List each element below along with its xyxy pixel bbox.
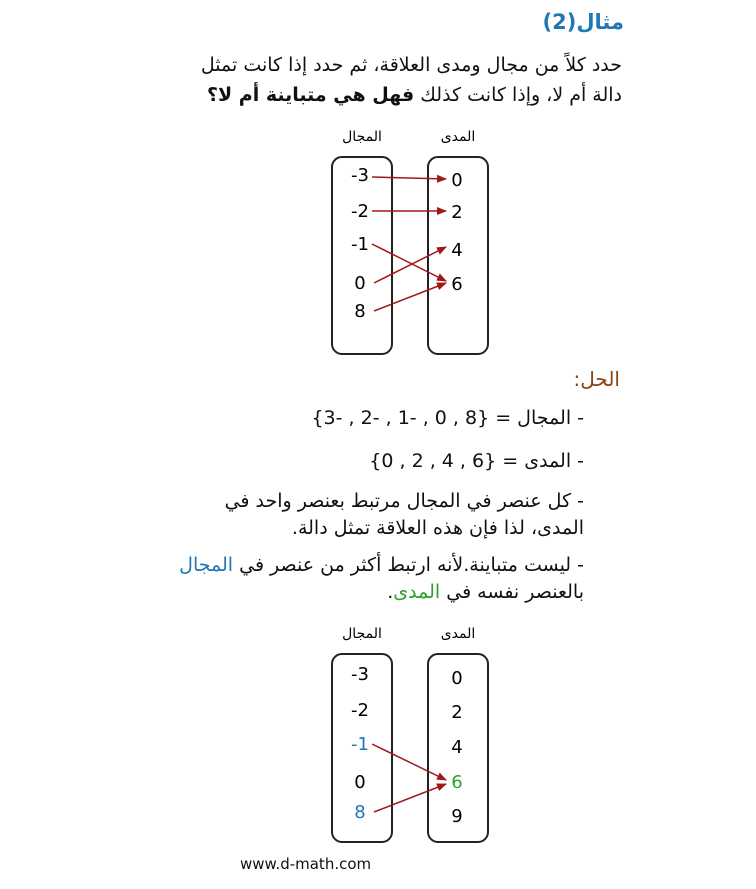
- domain-item-1: -3: [351, 165, 369, 186]
- arrow2-8-to-6: [374, 784, 446, 812]
- domain2-item-1: -3: [351, 664, 369, 685]
- range2-item-1: 0: [451, 668, 463, 689]
- solution-range-line: - المدى = {6 , 4 , 2 , 0}: [369, 450, 584, 472]
- domain2-item-2: -2: [351, 700, 369, 721]
- domain-box-1: [332, 157, 392, 354]
- question-line-2: [142, 80, 622, 110]
- range-item-3: 4: [451, 240, 463, 261]
- range2-item-4: 6: [451, 772, 463, 793]
- domain2-item-5: 8: [354, 802, 366, 823]
- domain2-item-4: 0: [354, 772, 366, 793]
- range2-item-3: 4: [451, 737, 463, 758]
- question-line-2-plain: دالة أم لا، وإذا كانت كذلك: [414, 84, 622, 106]
- range-label-2: المدى: [440, 626, 476, 642]
- question-line-1: حدد كلاً من مجال ومدى العلاقة، ثم حدد إذا كانت تمثل: [200, 54, 622, 76]
- not-injective-end: .: [387, 581, 394, 603]
- footer-url: www.d-math.com: [240, 855, 372, 873]
- solution-not-injective-line-2: [144, 578, 584, 606]
- solution-function-line-2: المدى، لذا فإن هذه العلاقة تمثل دالة.: [291, 517, 584, 539]
- range-item-4: 6: [451, 274, 463, 295]
- arrow-m3-to-0: [372, 177, 446, 179]
- arrow-m1-to-6: [372, 244, 446, 281]
- domain-label-1: المجال: [342, 129, 382, 145]
- domain-item-3: -1: [351, 234, 369, 255]
- domain-item-5: 8: [354, 301, 366, 322]
- domain-item-4: 0: [354, 273, 366, 294]
- mapping-diagram-1: [320, 125, 500, 360]
- mapping-diagram-2: [320, 622, 500, 850]
- solution-not-injective-line-1: [144, 551, 584, 579]
- arrow-0-to-4: [374, 247, 446, 283]
- domain-item-2: -2: [351, 201, 369, 222]
- not-injective-text-b: بالعنصر نفسه في: [440, 581, 584, 603]
- question-line-2-bold: فهل هي متباينة أم لا؟: [207, 84, 415, 106]
- range-item-2: 2: [451, 202, 463, 223]
- not-injective-range-word: المدى: [393, 581, 441, 603]
- solution-function-line-1: - كل عنصر في المجال مرتبط بعنصر واحد في: [224, 490, 584, 512]
- range2-item-2: 2: [451, 702, 463, 723]
- arrow2-m1-to-6: [372, 744, 446, 780]
- not-injective-domain-word: المجال: [179, 554, 234, 576]
- solution-label: الحل:: [573, 367, 620, 391]
- domain-label-2: المجال: [342, 626, 382, 642]
- domain2-item-3: -1: [351, 734, 369, 755]
- range2-item-5: 9: [451, 806, 463, 827]
- range-label-1: المدى: [440, 129, 476, 145]
- not-injective-text-a: - ليست متباينة.لأنه ارتبط أكثر من عنصر في: [233, 554, 584, 576]
- arrow-8-to-6: [374, 283, 446, 311]
- range-item-1: 0: [451, 170, 463, 191]
- example-title: مثال(2): [542, 10, 624, 34]
- solution-domain-line: - المجال = {8 , 0 , -1 , -2 , -3}: [311, 407, 584, 429]
